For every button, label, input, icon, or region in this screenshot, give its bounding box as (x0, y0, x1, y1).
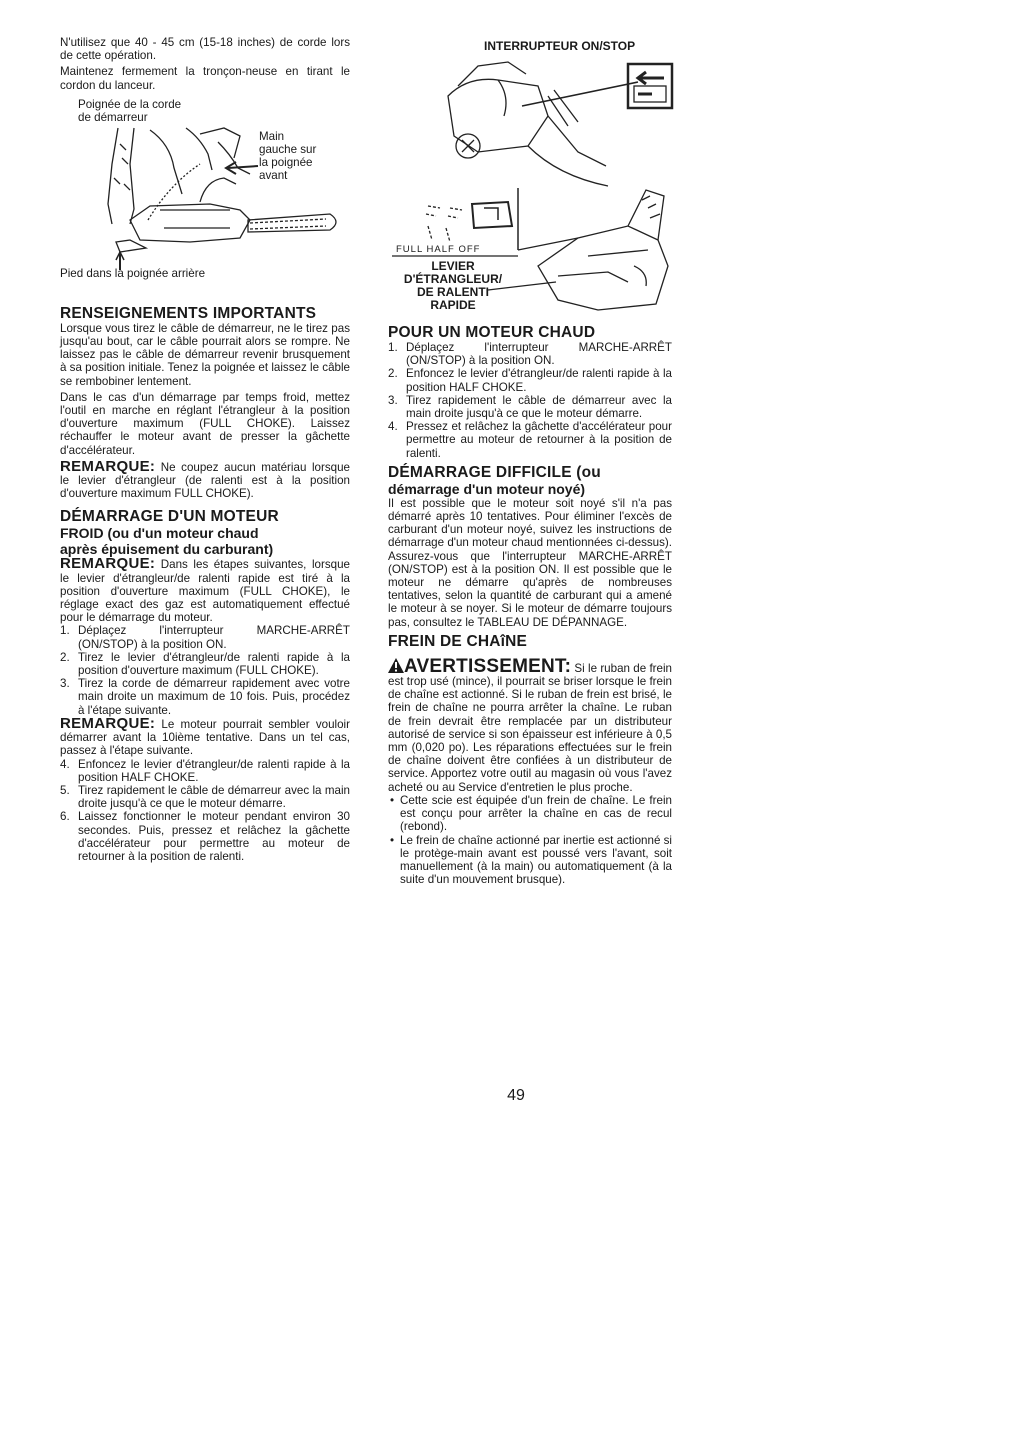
intro-paragraph-2: Maintenez fermement la tronçon-neuse en tirant le cordon du lanceur. (60, 65, 350, 92)
switch-choke-figure (388, 36, 672, 324)
important-info-paragraph-1: Lorsque vous tirez le câble de démarreur, ne le tirez pas jusqu'au bout, car le câble pourrait alors se rompre. Ne laissez pas le câble de démarreur revenir brusquement à sa position initiale. Tenez la poignée et laissez le câble se rembobiner lentement. (60, 321, 350, 388)
warm-start-heading: POUR UN MOTEUR CHAUD (388, 324, 596, 341)
label-choke-lever-line1: LEVIER (431, 259, 475, 273)
chainsaw-starting-illustration (90, 124, 350, 274)
warning-text: Si le ruban de frein est trop usé (mince), il pourrait se briser lorsque le frein de chaîne est actionné. Si le ruban de frein est brisé, le frein de chaîne ne pourra arrêter la chaîne. Le ruban de frein devrait être remplacée par un distributeur autorisé de service si son épaisseur est inférieure à 0,5 mm (0,020 po). Les réparations effectuées sur le frein de chaîne doivent être confiées à un distributeur de service. Apportez votre outil au magasin où vous l'avez acheté ou au Service d'entretien le plus proche. (388, 661, 672, 794)
cold-start-steps-a (60, 624, 350, 716)
note-2-text: Dans les étapes suivantes, lorsque le levier d'étrangleur/de ralenti rapide est tiré à la position d'ouverture maximum (FULL CHOKE), le réglage exact des gaz est automatiquement effectué pour le démarrage du moteur. (60, 558, 350, 625)
page-number: 49 (507, 1087, 525, 1104)
note-3 (60, 714, 350, 758)
note-2-label: REMARQUE: (60, 555, 156, 573)
chain-brake-heading: FREIN DE CHAîNE (388, 632, 528, 650)
note-1-label: REMARQUE: (60, 457, 156, 475)
warning-label: AVERTISSEMENT: (404, 655, 572, 677)
note-2 (60, 557, 350, 624)
list-item: • Le frein de chaîne actionné par inertie est actionné si le protège-main avant est poussé vers l'avant, soit manuellement (à la main) ou automatiquement (à la suite d'un mouvement brusque). (388, 834, 672, 887)
cold-start-heading-line2: FROID (ou d'un moteur chaud (60, 525, 259, 542)
label-choke-lever-line2: D'ÉTRANGLEUR/ (403, 272, 503, 286)
label-choke-lever-line3: DE RALENTI (417, 285, 489, 299)
step-item: 2. Tirez le levier d'étrangleur/de ralenti rapide à la position d'ouverture maximum (FULL CHOKE). (60, 650, 350, 678)
note-1-text: Ne coupez aucun matériau lorsque le levier d'étrangleur (de ralenti est à la position d'ouverture maximum FULL CHOKE). (60, 460, 350, 501)
step-item: 6. Laissez fonctionner le moteur pendant environ 30 secondes. Puis, pressez et relâchez la gâchette d'accélérateur pour permettre au moteur de retourner à la position de ralenti. (60, 810, 350, 863)
label-left-hand-line1: Main (259, 129, 285, 143)
label-foot-rear-handle: Pied dans la poignée arrière (60, 266, 206, 280)
warning-block (388, 655, 672, 794)
list-item: • Cette scie est équipée d'un frein de chaîne. Le frein est conçu pour arrêter la chaîne en cas de recul (rebond). (388, 794, 672, 834)
step-item: 2. Enfoncez le levier d'étrangleur/de ralenti rapide à la position HALF CHOKE. (388, 367, 672, 394)
label-left-hand-line3: la poignée (259, 155, 313, 169)
note-3-text: Le moteur pourrait sembler vouloir démarrer avant la 10ième tentative. Dans un tel cas, passez à l'étape suivante. (60, 717, 350, 758)
on-stop-switch-illustration (438, 56, 688, 206)
step-item: 4. Pressez et relâchez la gâchette d'accélérateur pour permettre au moteur de retourner à la position de ralenti. (388, 420, 672, 460)
label-choke-lever-line4: RAPIDE (430, 298, 476, 312)
chain-brake-bullets (388, 794, 672, 886)
note-1 (60, 457, 350, 501)
cold-start-heading-line1: DÉMARRAGE D'UN MOTEUR (60, 508, 279, 526)
step-item: 1. Déplaçez l'interrupteur MARCHE-ARRÊT (ON/STOP) à la position ON. (60, 624, 350, 651)
hard-start-heading-line1: DÉMARRAGE DIFFICILE (ou (388, 463, 601, 481)
label-left-hand-line4: avant (259, 168, 288, 182)
label-left-hand-line2: gauche sur (259, 142, 317, 156)
step-item: 5. Tirez rapidement le câble de démarreur avec la main droite jusqu'à ce que le moteur démarre. (60, 783, 350, 811)
left-column (60, 36, 350, 863)
important-info-heading: RENSEIGNEMENTS IMPORTANTS (60, 304, 317, 322)
step-item: 3. Tirez la corde de démarreur rapidement avec votre main droite un maximum de 10 fois. Puis, procédez à l'étape suivante. (60, 677, 350, 717)
cold-start-heading-line3: après épuisement du carburant) (60, 541, 274, 558)
step-item: 1. Déplaçez l'interrupteur MARCHE-ARRÊT (ON/STOP) à la position ON. (388, 341, 672, 368)
right-column (388, 36, 672, 886)
note-3-label: REMARQUE: (60, 714, 156, 732)
intro-paragraph-1: N'utilisez que 40 - 45 cm (15-18 inches) de corde lors de cette opération. (60, 36, 350, 63)
hard-start-paragraph: Il est possible que le moteur soit noyé s'il n'a pas démarré après 10 tentatives. Pour éliminer l'excès de carburant d'un moteur noyé, suivez les instructions de démarrage d'un moteur chaud mentionnées ci-dessus). Assurez-vous que l'interrupteur MARCHE-ARRÊT (ON/STOP) est à la position ON. Il est possible que le moteur ne démarre qu'après de nombreuses tentatives, selon la quantité de carburant qui a amené le moteur à se noyer. Si le moteur de démarre toujours pas, consultez le TABLEAU DE DÉPANNAGE. (388, 496, 672, 629)
step-item: 3. Tirez rapidement le câble de démarreur avec la main droite jusqu'à ce que le moteur démarre. (388, 393, 672, 421)
warning-triangle-icon (388, 658, 404, 673)
hard-start-heading-line2: démarrage d'un moteur noyé) (388, 480, 586, 497)
starting-figure (60, 96, 350, 283)
cold-start-steps-b (60, 758, 350, 864)
important-info-paragraph-2: Dans le cas d'un démarrage par temps froid, mettez l'outil en marche en réglant l'étrangleur à la position d'ouverture maximum (FULL CHOKE). Laissez réchauffer le moteur avant de presser la gâchette d'accélérateur. (60, 390, 350, 457)
warm-start-steps (388, 341, 672, 460)
step-item: 4. Enfoncez le levier d'étrangleur/de ralenti rapide à la position HALF CHOKE. (60, 757, 350, 784)
label-on-stop-switch: INTERRUPTEUR ON/STOP (484, 39, 636, 53)
label-starter-handle-line2: de démarreur (78, 110, 148, 124)
label-starter-handle-line1: Poignée de la corde (78, 97, 182, 111)
label-full-half-off: FULL HALF OFF (396, 244, 481, 255)
